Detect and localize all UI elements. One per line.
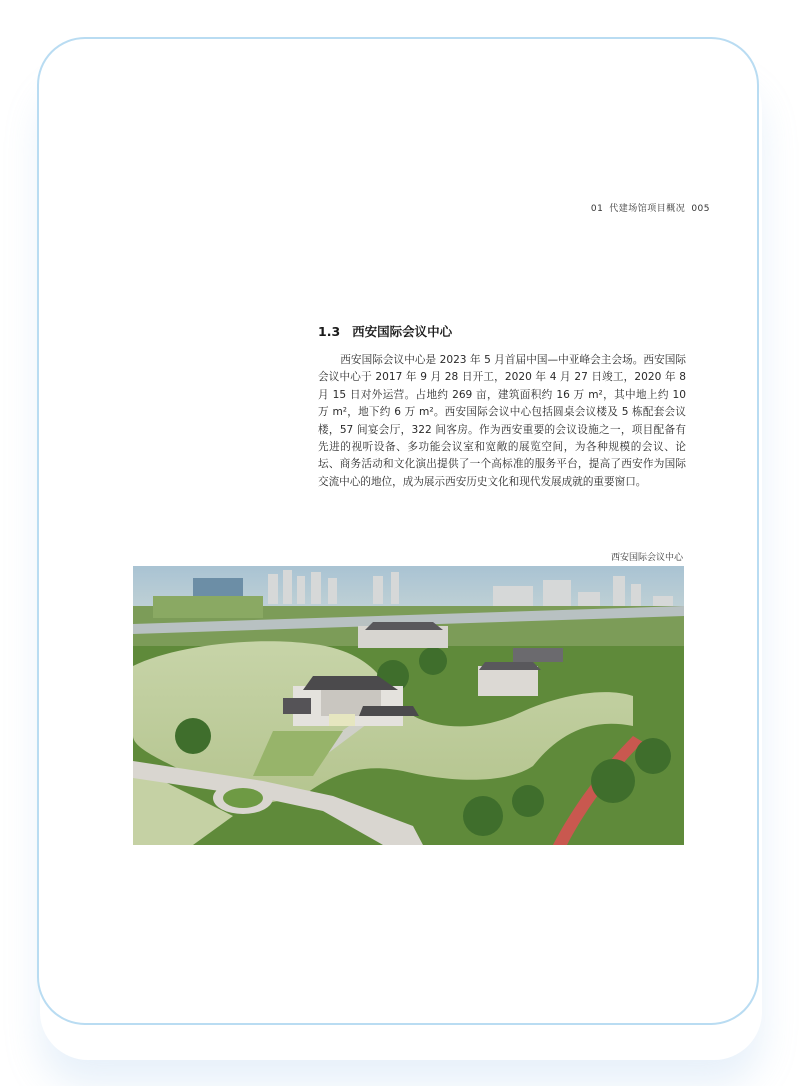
running-header	[560, 201, 710, 214]
section-title	[318, 322, 452, 340]
figure-caption: 西安国际会议中心	[610, 553, 683, 563]
section-number: 1.3	[318, 324, 341, 339]
aerial-photo	[133, 566, 684, 845]
chapter-number: 01	[590, 204, 604, 214]
page-number: 005	[691, 204, 710, 214]
page-frame	[37, 37, 759, 1025]
chapter-title: 代建场馆项目概况	[609, 204, 686, 214]
section-title-text: 西安国际会议中心	[352, 324, 453, 339]
section-paragraph: 西安国际会议中心是 2023 年 5 月首届中国—中亚峰会主会场。西安国际会议中心于 2017 年 9 月 28 日开工，2020 年 4 月 27 日竣工，2020 年 8 月 15 日对外运营。占地约 269 亩，建筑面积约 16 万 m²，其中地上约 10 万 m²，地下约 6 万 m²。西安国际会议中心包括圆桌会议楼及 5 栋配套会议楼，57 间宴会厅，322 间客房。作为西安重要的会议设施之一，项目配备有先进的视听设备、多功能会议室和宽敞的展览空间，为各种规模的会议、论坛、商务活动和文化演出提供了一个高标准的服务平台，提高了西安作为国际交流中心的地位，成为展示西安历史文化和现代发展成就的重要窗口。	[318, 354, 686, 488]
